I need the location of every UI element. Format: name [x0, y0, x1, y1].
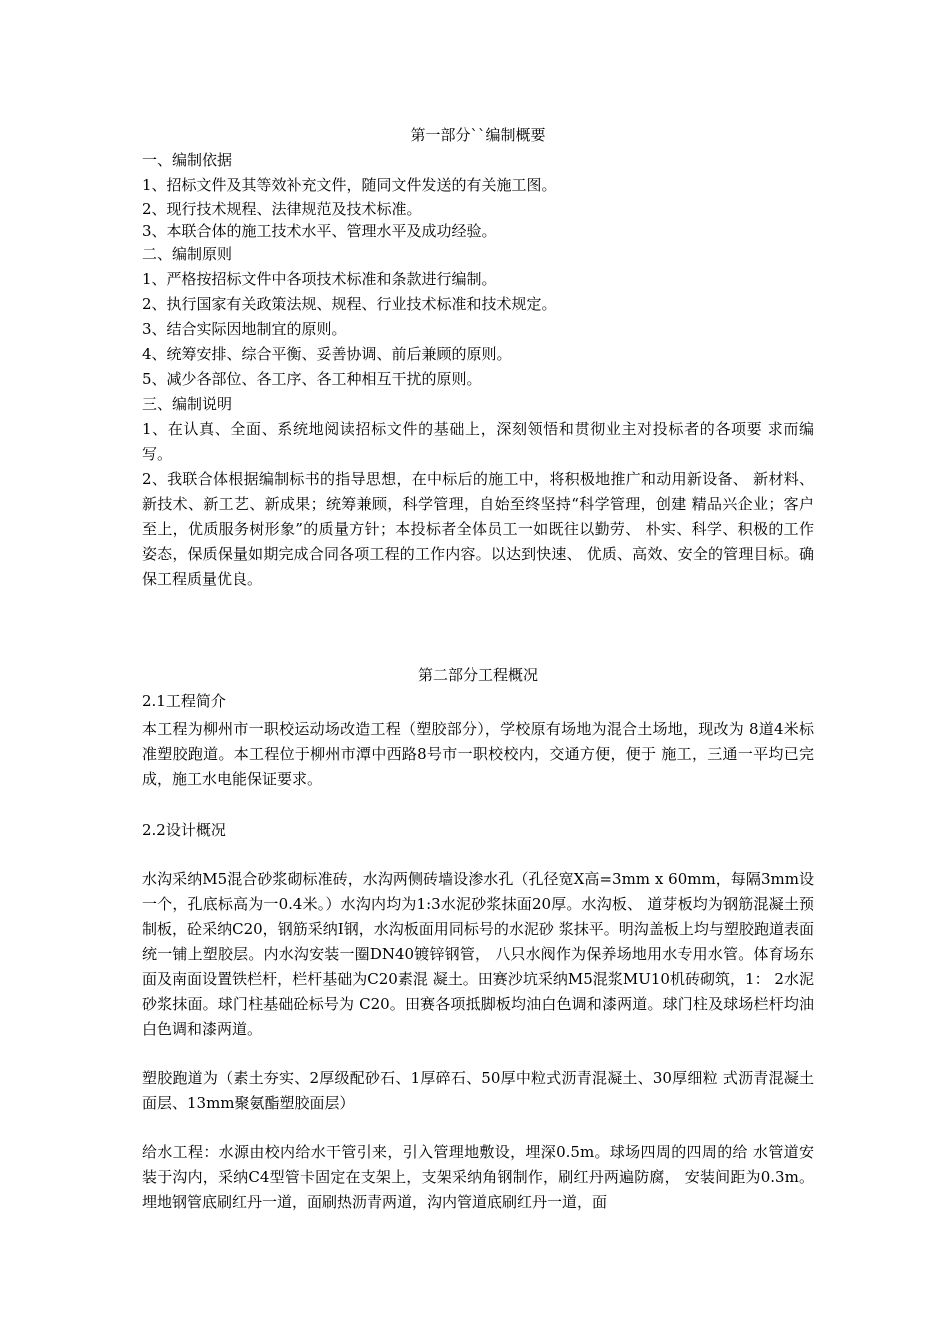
paragraph: 给水工程：水源由校内给水干管引来，引入管理地敷设，埋深0.5m。球场四周的四周的给 水管道安装于沟内，采纳C4型管卡固定在支架上，支架采纳角钢制作，刷红丹两遍防腐， 安装间距为0.3m。埋地钢管底刷红丹一道，面刷热沥青两道，沟内管道底刷红丹一道，面: [142, 1143, 814, 1211]
document-body: [142, 124, 814, 1215]
list-item: 1、招标文件及其等效补充文件，随同文件发送的有关施工图。: [142, 176, 557, 194]
list-item: 3、本联合体的施工技术水平、管理水平及成功经验。: [142, 222, 497, 240]
list-item: 1、严格按招标文件中各项技术标准和条款进行编制。: [142, 270, 497, 288]
section-heading: 2.2设计概况: [142, 821, 226, 839]
section-heading: 二、编制原则: [142, 245, 233, 263]
paragraph: 1、在认真、全面、系统地阅读招标文件的基础上，深刻领悟和贯彻业主对投标者的各项要 求而编写。: [142, 420, 814, 463]
part1-title: 第一部分``编制概要: [410, 126, 546, 144]
section-heading: 一、编制依据: [142, 151, 233, 169]
list-item: 4、统筹安排、综合平衡、妥善协调、前后兼顾的原则。: [142, 345, 512, 363]
part2-title: 第二部分工程概况: [417, 666, 538, 684]
paragraph: 塑胶跑道为（素土夯实、2厚级配砂石、1厚碎石、50厚中粒式沥青混凝土、30厚细粒 式沥青混凝土面层、13mm聚氨酯塑胶面层）: [142, 1069, 814, 1112]
list-item: 5、减少各部位、各工序、各工种相互干扰的原则。: [142, 370, 482, 388]
list-item: 3、结合实际因地制宜的原则。: [142, 320, 347, 338]
list-item: 2、执行国家有关政策法规、规程、行业技术标准和技术规定。: [142, 295, 557, 313]
paragraph: 本工程为柳州市一职校运动场改造工程（塑胶部分），学校原有场地为混合土场地，现改为 8道4米标准塑胶跑道。本工程位于柳州市潭中西路8号市一职校校内，交通方便，便于 施工，三通一平均已完成，施工水电能保证要求。: [142, 720, 814, 788]
section-heading: 2.1工程简介: [142, 692, 226, 710]
paragraph: 2、我联合体根据编制标书的指导思想，在中标后的施工中，将积极地推广和动用新设备、 新材料、新技术、新工艺、新成果；统筹兼顾，科学管理，自始至终坚持“科学管理，创建 精品兴企业；客户至上，优质服务树形象”的质量方针；本投标者全体员工一如既往以勤劳、 朴实、科学、积极的工作姿态，保质保量如期完成合同各项工程的工作内容。以达到快速、 优质、高效、安全的管理目标。确保工程质量优良。: [142, 470, 814, 588]
list-item: 2、现行技术规程、法律规范及技术标准。: [142, 200, 422, 218]
paragraph: 水沟采纳M5混合砂浆砌标准砖，水沟两侧砖墙设渗水孔（孔径宽X高=3mm x 60mm，每隔3mm设一个，孔底标高为一0.4米。）水沟内均为1:3水泥砂浆抹面20厚。水沟板、 道芽板均为钢筋混凝土预制板，砼采纳C20，钢筋采纳I钢，水沟板面用同标号的水泥砂 浆抹平。明沟盖板上均与塑胶跑道表面统一铺上塑胶层。内水沟安装一圈DN40镀锌钢管， 八只水阀作为保养场地用水专用水管。体育场东面及南面设置铁栏杆，栏杆基础为C20素混 凝土。田赛沙坑采纳M5混浆MU10机砖砌筑，1： 2水泥砂浆抹面。球门柱基础砼标号为 C20。田赛各项抵脚板均油白色调和漆两道。球门柱及球场栏杆均油白色调和漆两道。: [142, 870, 814, 1038]
section-heading: 三、编制说明: [142, 395, 233, 413]
